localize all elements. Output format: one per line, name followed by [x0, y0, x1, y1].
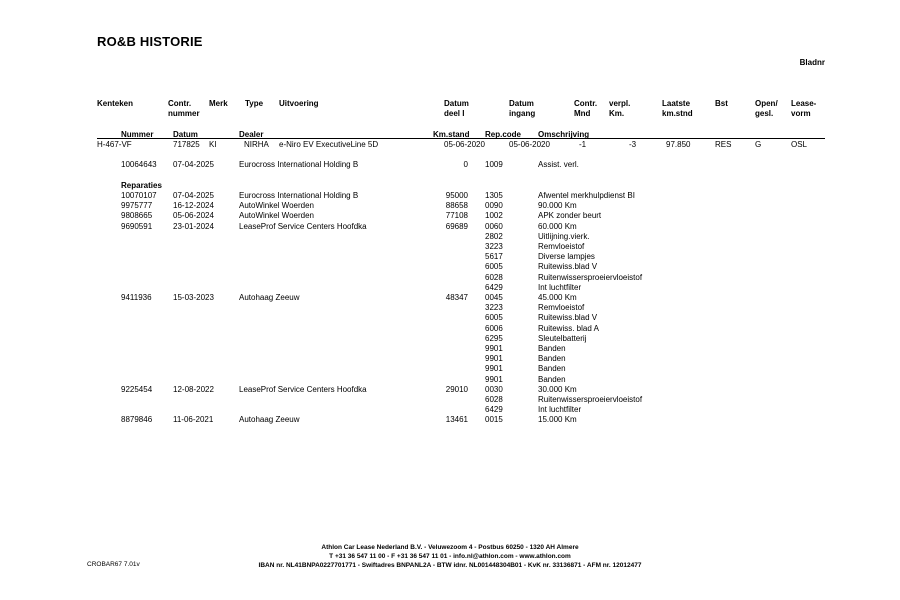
header-datum-deel-line1: Datum: [444, 99, 469, 108]
header-dealer: Dealer: [239, 130, 264, 139]
repair-omschrijving: Uitlijning.vierk.: [538, 231, 590, 241]
form-code: CROBAR67 7.01v: [87, 561, 140, 568]
repair-code: 9901: [485, 364, 503, 374]
repair-dealer: Autohaag Zeeuw: [239, 293, 300, 302]
entry-datum: 07-04-2025: [173, 160, 214, 169]
vehicle-bst: RES: [715, 140, 732, 149]
repair-code: 3223: [485, 242, 503, 251]
repair-omschrijving: Ruitewiss.blad V: [538, 262, 598, 272]
page-number-label: Bladnr: [799, 58, 825, 67]
repair-datum: 23-01-2024: [173, 221, 214, 231]
repair-omschrijving: Ruitenwissersproeiervloeistof: [538, 272, 643, 282]
header-contract: [168, 99, 200, 119]
repair-omschrijving: Int luchtfilter: [538, 282, 582, 292]
repair-km: 13461: [445, 415, 468, 425]
vehicle-datum-deel: 05-06-2020: [444, 140, 485, 149]
repair-omschrijving: APK zonder beurt: [538, 211, 602, 221]
repair-code: 0060: [485, 221, 503, 231]
repair-omschrijving: Afwentel merkhulpdienst BI: [538, 191, 635, 200]
repair-omschrijving: 90.000 Km: [538, 201, 577, 211]
repair-omschrijving: Int luchtfilter: [538, 405, 582, 415]
vehicle-contract: 717825: [173, 140, 200, 149]
repair-omschrijving: Remvloeistof: [538, 303, 585, 313]
repair-code: 9901: [485, 354, 503, 364]
repair-code: 2802: [485, 231, 503, 241]
repair-omschrijving: Banden: [538, 374, 566, 384]
repair-nummer: 9225454: [121, 384, 153, 394]
repair-code: 1305: [485, 191, 503, 200]
repair-datum: 07-04-2025: [173, 191, 214, 200]
repair-datum: 12-08-2022: [173, 384, 214, 394]
header-lease-line1: Lease-: [791, 99, 817, 108]
header-divider: [97, 138, 825, 139]
header-contr-mnd-line1: Contr.: [574, 99, 598, 108]
header-bst: Bst: [715, 99, 728, 108]
repair-omschrijving: Ruitewiss.blad V: [538, 313, 598, 323]
repair-dealer: LeaseProf Service Centers Hoofdka: [239, 384, 367, 394]
repair-omschrijving: Ruitenwissersproeiervloeistof: [538, 395, 643, 404]
repair-code: 9901: [485, 344, 503, 353]
repair-km: 88658: [445, 201, 468, 211]
entry-omschrijving: Assist. verl.: [538, 160, 579, 169]
vehicle-kenteken: H-467-VF: [97, 140, 132, 149]
repair-dealer: LeaseProf Service Centers Hoofdka: [239, 221, 367, 231]
header-laatste-line1: Laatste: [662, 99, 691, 108]
entry-km: 0: [463, 160, 468, 169]
entry-nummer: 10064643: [121, 160, 157, 169]
header-contract-line1: Contr.: [168, 99, 192, 108]
repair-code: 6006: [485, 323, 503, 333]
repair-km: 29010: [445, 384, 468, 394]
repair-datum: 11-06-2021: [173, 415, 214, 425]
header-datum-ingang: [509, 99, 535, 119]
header-lease-line2: vorm: [791, 109, 811, 118]
repair-code: 1002: [485, 211, 503, 221]
repair-nummer: 10070107: [121, 191, 157, 200]
header-uitvoering: Uitvoering: [279, 99, 319, 108]
header-kenteken: Kenteken: [97, 99, 134, 108]
repair-nummer: 9975777: [121, 201, 153, 211]
header-type: Type: [245, 99, 264, 108]
repair-omschrijving: 60.000 Km: [538, 221, 577, 231]
vehicle-uitvoering: e-Niro EV ExecutiveLine 5D: [279, 140, 379, 149]
header-laatste-line2: km.stnd: [662, 109, 693, 118]
vehicle-verpl-km: -3: [629, 140, 637, 149]
repair-code: 0045: [485, 293, 503, 302]
header-repcode: Rep.code: [485, 130, 522, 139]
repair-datum: 15-03-2023: [173, 293, 214, 302]
repair-omschrijving: Sleutelbatterij: [538, 333, 587, 343]
header-lease: [791, 99, 816, 119]
header-datum-ingang-line2: ingang: [509, 109, 536, 118]
repair-datum: 16-12-2024: [173, 201, 214, 211]
repair-omschrijving: Diverse lampjes: [538, 252, 595, 262]
repair-dealer: AutoWinkel Woerden: [239, 201, 314, 211]
repair-nummer: 9411936: [121, 293, 152, 302]
header-verpl-line1: verpl.: [609, 99, 631, 108]
repair-code: 6028: [485, 395, 503, 404]
repair-code: 9901: [485, 374, 503, 384]
repair-nummer: 8879846: [121, 415, 153, 425]
header-open: [755, 99, 778, 119]
vehicle-open: G: [755, 140, 762, 149]
header-open-line2: gesl.: [755, 109, 774, 118]
header-datum-ingang-line1: Datum: [509, 99, 534, 108]
repair-code: 0015: [485, 415, 503, 425]
repair-datum: 05-06-2024: [173, 211, 214, 221]
repair-code: 3223: [485, 303, 503, 313]
repair-code: 6005: [485, 313, 503, 323]
footer-contact: T +31 36 547 11 00 - F +31 36 547 11 01 - info.nl@athlon.com - www.athlon.com: [329, 553, 571, 560]
repair-km: 77108: [445, 211, 468, 221]
vehicle-laatste-km: 97.850: [666, 140, 691, 149]
repair-nummer: 9690591: [121, 221, 153, 231]
repair-code: 6295: [485, 333, 503, 343]
header-verpl: [609, 99, 630, 119]
repair-omschrijving: Banden: [538, 354, 566, 364]
footer-address: Athlon Car Lease Nederland B.V. - Veluwezoom 4 - Postbus 60250 - 1320 AH Almere: [321, 544, 579, 551]
repair-nummer: 9808665: [121, 211, 153, 221]
header-contr-mnd-line2: Mnd: [574, 109, 591, 118]
header-contract-line2: nummer: [168, 109, 200, 118]
vehicle-merk: KI: [209, 140, 217, 149]
repair-code: 5617: [485, 252, 503, 262]
repair-km: 48347: [445, 293, 468, 302]
repair-km: 95000: [445, 191, 468, 200]
repair-code: 6429: [485, 405, 503, 415]
page-title: RO&B HISTORIE: [97, 34, 203, 49]
header-datum: Datum: [173, 130, 198, 139]
repairs-section-label: Reparaties: [121, 181, 162, 190]
footer-bank: IBAN nr. NL41BNPA0227701771 - Swiftadres BNPANL2A - BTW idnr. NL001448304B01 - KvK nr. 33136871 - AFM nr. 12012477: [258, 562, 642, 569]
repair-omschrijving: 45.000 Km: [538, 293, 577, 302]
repair-code: 0090: [485, 201, 503, 211]
header-nummer: Nummer: [121, 130, 154, 139]
header-merk: Merk: [209, 99, 228, 108]
entry-code: 1009: [485, 160, 503, 169]
header-omschrijving: Omschrijving: [538, 130, 590, 139]
repair-km: 69689: [445, 221, 468, 231]
repair-omschrijving: 15.000 Km: [538, 415, 577, 425]
entry-dealer: Eurocross International Holding B: [239, 160, 359, 169]
repair-code: 6005: [485, 262, 503, 272]
vehicle-contr-mnd: -1: [579, 140, 587, 149]
repair-dealer: AutoWinkel Woerden: [239, 211, 314, 221]
repair-omschrijving: Remvloeistof: [538, 242, 585, 251]
repair-dealer: Autohaag Zeeuw: [239, 415, 300, 425]
repair-code: 6028: [485, 272, 503, 282]
repair-omschrijving: Banden: [538, 364, 566, 374]
vehicle-datum-ingang: 05-06-2020: [509, 140, 550, 149]
repair-omschrijving: Banden: [538, 344, 566, 353]
repair-code: 0030: [485, 384, 503, 394]
vehicle-lease: OSL: [791, 140, 808, 149]
header-datum-deel: [444, 99, 469, 119]
header-open-line1: Open/: [755, 99, 778, 108]
header-datum-deel-line2: deel I: [444, 109, 465, 118]
vehicle-type: NIRHA: [244, 140, 269, 149]
repair-code: 6429: [485, 282, 503, 292]
repair-dealer: Eurocross International Holding B: [239, 191, 359, 200]
header-laatste: [662, 99, 693, 119]
header-contr-mnd: [574, 99, 597, 119]
header-verpl-line2: Km.: [609, 109, 625, 118]
header-kmstand: Km.stand: [433, 130, 470, 139]
repair-omschrijving: 30.000 Km: [538, 384, 577, 394]
repair-omschrijving: Ruitewiss. blad A: [538, 323, 599, 333]
